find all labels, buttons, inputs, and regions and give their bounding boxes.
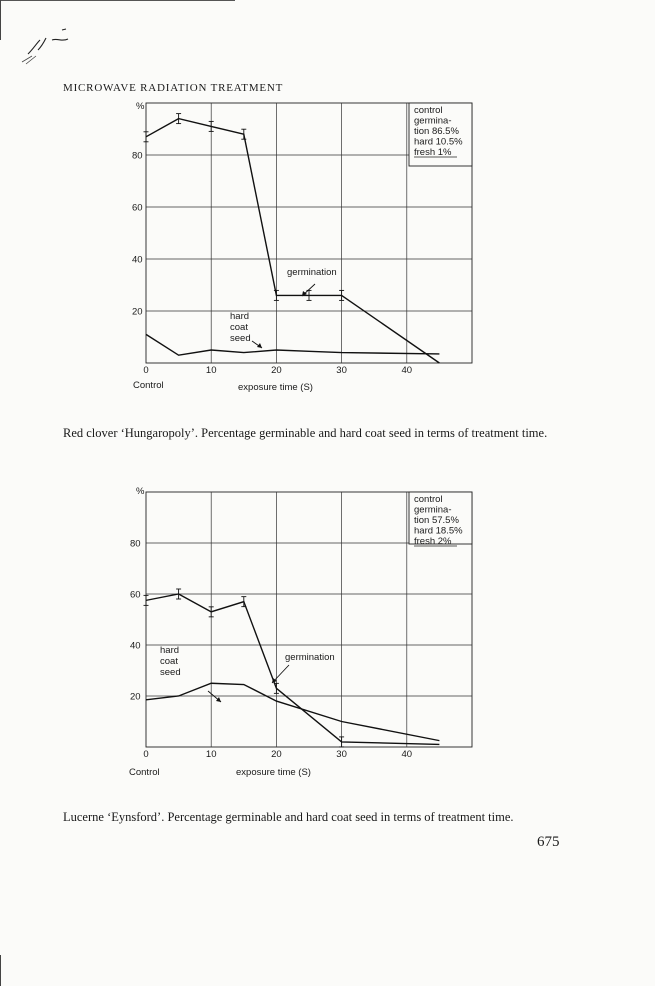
series-line-germination (146, 594, 439, 744)
annotation-germination: germination (287, 267, 337, 278)
y-tick-label: 80 (132, 150, 143, 162)
annotation-germination: germination (285, 652, 335, 663)
x-tick-label: 30 (336, 365, 347, 376)
y-tick-label: 40 (130, 640, 141, 652)
legend-line: fresh 2% (414, 536, 452, 547)
annotation-hard-coat-seed: coat (230, 322, 248, 333)
x-tick-label: 20 (271, 365, 282, 376)
annotation-hard-coat-seed: seed (160, 667, 181, 678)
legend-line: germina- (414, 115, 452, 127)
legend-line: tion 57.5% (414, 515, 459, 526)
annotation-hard-coat-seed: coat (160, 656, 178, 667)
y-axis-label: % (136, 486, 145, 497)
legend-line: hard 10.5% (414, 136, 463, 148)
y-tick-label: 20 (130, 691, 141, 703)
legend-line: control (414, 105, 443, 116)
figure-1-chart (0, 95, 655, 395)
figure-2-caption: Lucerne ‘Eynsford’. Percentage germinable and hard coat seed in terms of treatment time. (63, 810, 514, 824)
series-line-hard-coat-seed (146, 334, 439, 355)
series-line-hard-coat-seed (146, 683, 439, 740)
running-head: MICROWAVE RADIATION TREATMENT (63, 82, 284, 94)
x-tick-label: 0 (143, 365, 149, 376)
y-tick-label: 60 (132, 202, 143, 214)
legend-line: tion 86.5% (414, 126, 459, 137)
handwritten-mark (18, 26, 78, 66)
x-axis-label: exposure time (S) (238, 382, 313, 393)
y-tick-label: 60 (130, 589, 141, 601)
left-margin-rule-top (0, 0, 1, 40)
y-tick-label: 20 (132, 306, 143, 318)
legend-line: fresh 1% (414, 147, 452, 158)
x-tick-label: 40 (401, 365, 413, 376)
annotation-hard-coat-seed: hard (230, 311, 250, 322)
top-rule (0, 0, 235, 1)
x-tick-label: 30 (336, 749, 347, 760)
figure-2-chart (0, 480, 655, 780)
legend-line: germina- (414, 504, 452, 516)
figure-1-caption: Red clover ‘Hungaropoly’. Percentage germinable and hard coat seed in terms of treatment time. (63, 426, 548, 440)
x-tick-label: 0 (143, 749, 149, 760)
x-control-label: Control (129, 767, 160, 778)
annotation-hard-coat-seed: seed (230, 333, 251, 344)
y-tick-label: 80 (130, 538, 141, 550)
annotation-hard-coat-seed: hard (160, 645, 180, 656)
x-tick-label: 10 (205, 749, 217, 760)
y-axis-label: % (136, 101, 145, 112)
x-control-label: Control (133, 380, 164, 391)
left-margin-rule-bottom (0, 955, 1, 986)
y-tick-label: 40 (132, 254, 143, 266)
error-bar (144, 132, 149, 142)
page-number: 675 (537, 834, 560, 850)
x-axis-label: exposure time (S) (236, 767, 311, 778)
x-tick-label: 40 (401, 749, 413, 760)
legend-line: hard 18.5% (414, 525, 463, 537)
x-tick-label: 10 (205, 365, 217, 376)
arrow-head-icon (216, 697, 221, 702)
x-tick-label: 20 (271, 749, 282, 760)
legend-line: control (414, 494, 443, 505)
